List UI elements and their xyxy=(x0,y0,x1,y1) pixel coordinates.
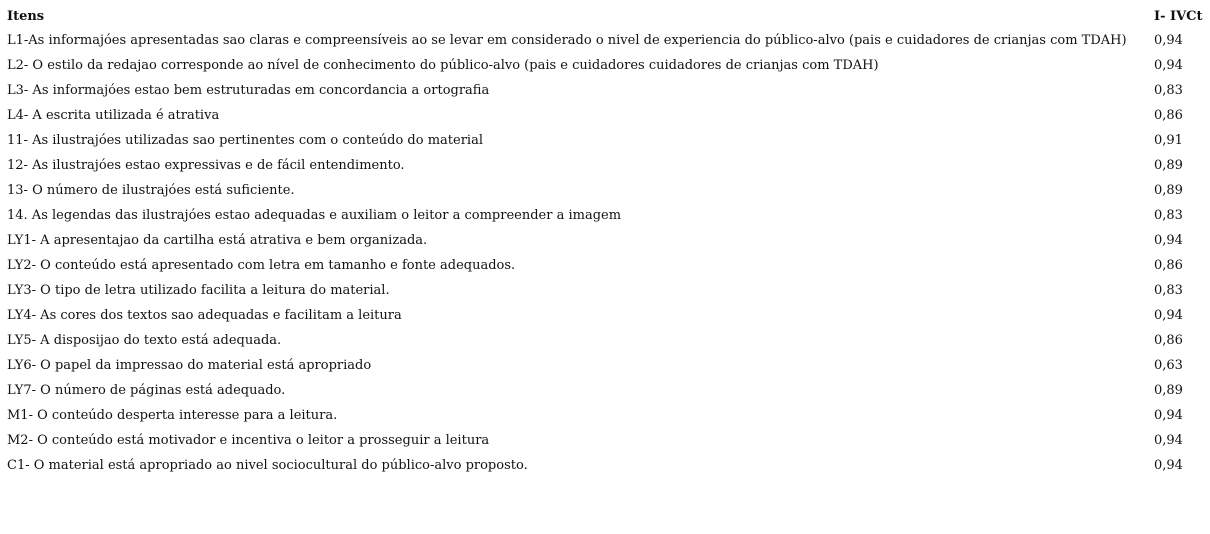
row-value: 0,86 xyxy=(1154,258,1183,273)
row-value: 0,89 xyxy=(1154,183,1183,198)
header-ivct: I- IVCt xyxy=(1154,9,1203,24)
table-row xyxy=(7,278,1207,303)
table-row xyxy=(7,403,1207,428)
row-item: 11- As ilustrajóes utilizadas sao pertinentes com o conteúdo do material xyxy=(7,133,483,148)
row-value: 0,89 xyxy=(1154,383,1183,398)
table-row xyxy=(7,378,1207,403)
row-item: L4- A escrita utilizada é atrativa xyxy=(7,108,220,123)
table-row xyxy=(7,78,1207,103)
row-value: 0,83 xyxy=(1154,208,1183,223)
items-table xyxy=(7,6,1207,478)
row-item: LY3- O tipo de letra utilizado facilita a leitura do material. xyxy=(7,283,390,298)
table-header xyxy=(7,6,1207,28)
table-row xyxy=(7,53,1207,78)
table-row xyxy=(7,128,1207,153)
table-row xyxy=(7,153,1207,178)
row-item: 12- As ilustrajóes estao expressivas e de fácil entendimento. xyxy=(7,158,405,173)
row-item: LY2- O conteúdo está apresentado com letra em tamanho e fonte adequados. xyxy=(7,258,516,273)
row-value: 0,94 xyxy=(1154,433,1183,448)
row-value: 0,86 xyxy=(1154,108,1183,123)
table-row xyxy=(7,253,1207,278)
row-item: LY1- A apresentajao da cartilha está atrativa e bem organizada. xyxy=(7,233,428,248)
row-value: 0,94 xyxy=(1154,33,1183,48)
table-row xyxy=(7,428,1207,453)
table-row xyxy=(7,328,1207,353)
table-row xyxy=(7,178,1207,203)
row-value: 0,94 xyxy=(1154,308,1183,323)
row-value: 0,83 xyxy=(1154,283,1183,298)
row-value: 0,91 xyxy=(1154,133,1183,148)
table-row xyxy=(7,228,1207,253)
table-row xyxy=(7,203,1207,228)
row-item: L3- As informajóes estao bem estruturadas em concordancia a ortografia xyxy=(7,83,490,98)
table-row xyxy=(7,303,1207,328)
table-row xyxy=(7,353,1207,378)
row-value: 0,86 xyxy=(1154,333,1183,348)
row-item: 13- O número de ilustrajóes está suficiente. xyxy=(7,183,295,198)
row-item: C1- O material está apropriado ao nivel sociocultural do público-alvo proposto. xyxy=(7,458,528,473)
table-row xyxy=(7,103,1207,128)
row-value: 0,94 xyxy=(1154,58,1183,73)
table-row xyxy=(7,28,1207,53)
table-row xyxy=(7,453,1207,478)
header-items: Itens xyxy=(7,9,45,24)
row-value: 0,94 xyxy=(1154,408,1183,423)
row-item: L2- O estilo da redajao corresponde ao nível de conhecimento do público-alvo (pais e cuidadores cuidadores de crianjas com TDAH) xyxy=(7,58,879,73)
row-item: M2- O conteúdo está motivador e incentiva o leitor a prosseguir a leitura xyxy=(7,433,490,448)
row-item: L1-As informajóes apresentadas sao claras e compreensíveis ao se levar em considerado o nivel de experiencia do público-alvo (pais e cuidadores de crianjas com TDAH) xyxy=(7,33,1127,48)
row-item: M1- O conteúdo desperta interesse para a leitura. xyxy=(7,408,338,423)
row-value: 0,83 xyxy=(1154,83,1183,98)
row-value: 0,63 xyxy=(1154,358,1183,373)
row-value: 0,94 xyxy=(1154,233,1183,248)
row-item: 14. As legendas das ilustrajóes estao adequadas e auxiliam o leitor a compreender a imagem xyxy=(7,208,622,223)
row-value: 0,89 xyxy=(1154,158,1183,173)
row-item: LY5- A disposijao do texto está adequada. xyxy=(7,333,282,348)
row-item: LY7- O número de páginas está adequado. xyxy=(7,383,286,398)
row-item: LY6- O papel da impressao do material está apropriado xyxy=(7,358,372,373)
row-value: 0,94 xyxy=(1154,458,1183,473)
row-item: LY4- As cores dos textos sao adequadas e facilitam a leitura xyxy=(7,308,402,323)
